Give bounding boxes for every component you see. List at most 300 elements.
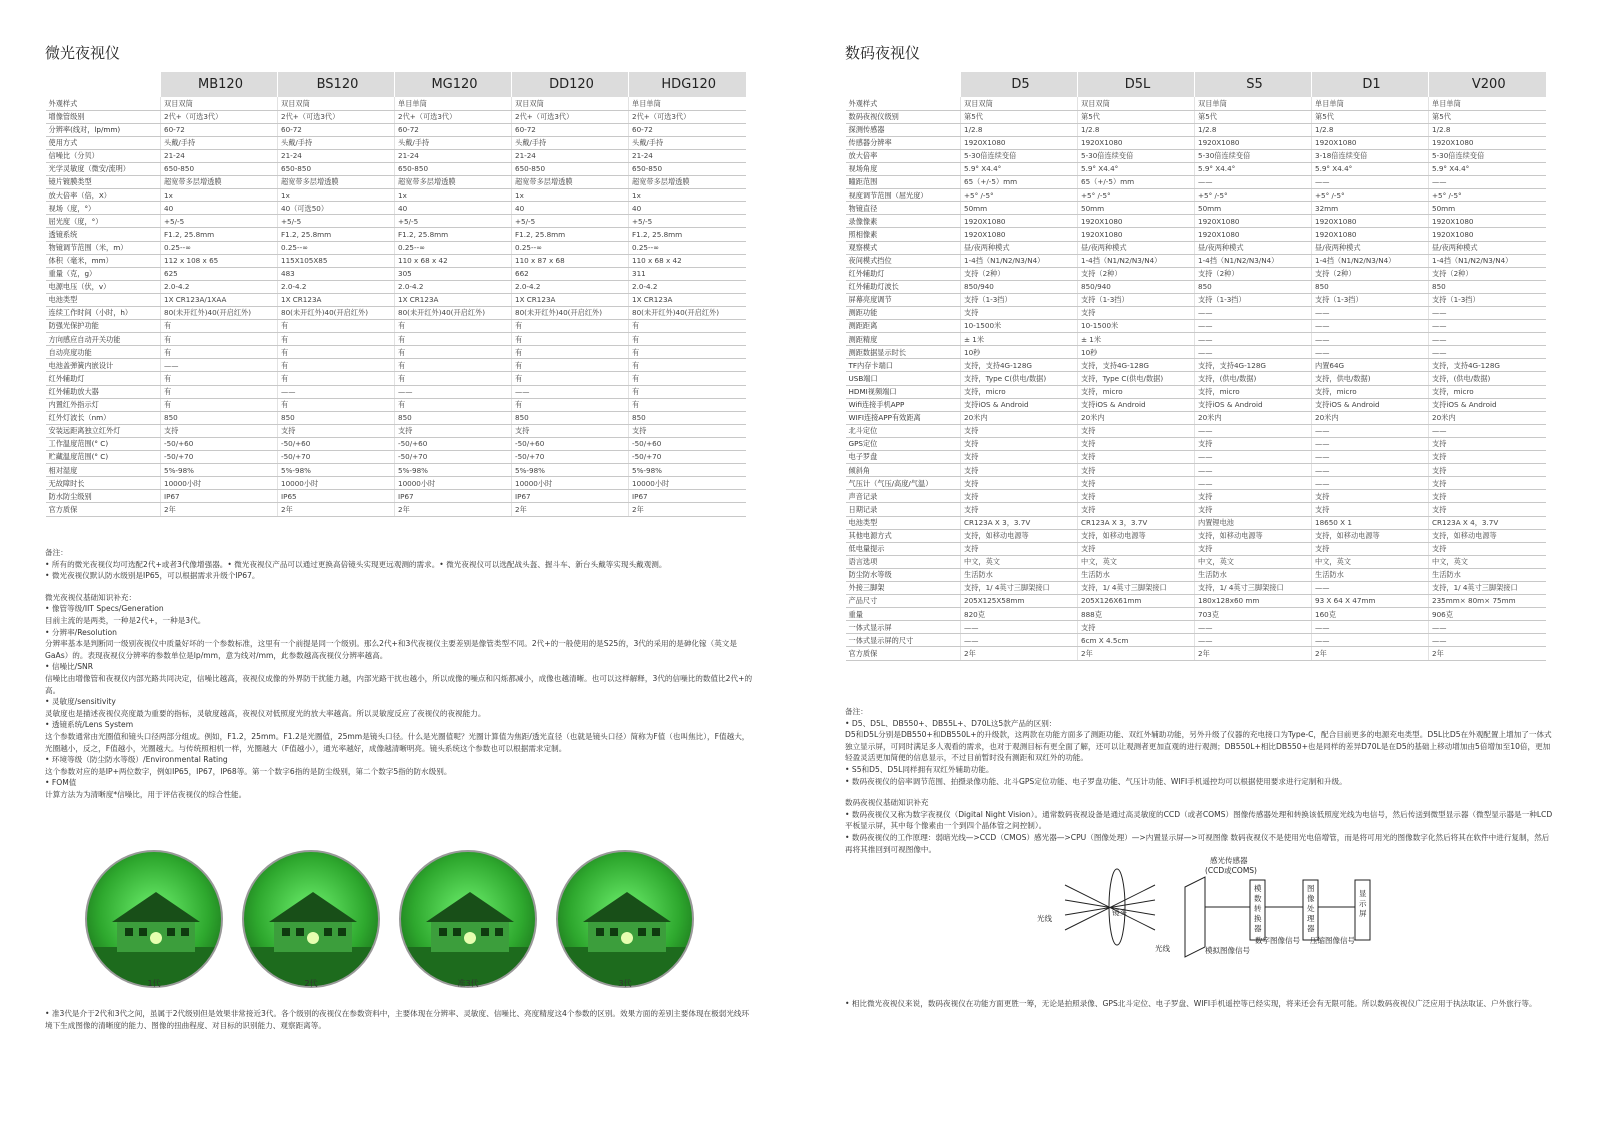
cell-value: 双目双筒 [1078, 97, 1195, 110]
cell-value: 支持（2种） [961, 267, 1078, 280]
table-row [46, 385, 746, 398]
cell-value: IP67 [161, 490, 278, 503]
left-page [45, 0, 755, 1131]
table-row [46, 215, 746, 228]
table-row [846, 424, 1546, 437]
cell-value: 20米内 [1429, 411, 1546, 424]
cell-value: —— [1312, 464, 1429, 477]
model-header: BS120 [278, 72, 395, 97]
note-line [45, 582, 755, 592]
cell-value: 1920X1080 [1195, 136, 1312, 149]
cell-value: +5/-5 [512, 215, 629, 228]
cell-value: F1.2, 25.8mm [629, 228, 746, 241]
digital-notes [845, 706, 1555, 855]
cell-value: 双目双筒 [961, 97, 1078, 110]
table-row [846, 136, 1546, 149]
table-row [46, 359, 746, 372]
cell-value: 205X126X61mm [1078, 595, 1195, 608]
cell-value: 10000小时 [629, 477, 746, 490]
low-light-spec-table [45, 72, 746, 517]
row-label: 其他电源方式 [846, 529, 961, 542]
row-label: Wifi连接手机APP [846, 398, 961, 411]
cell-value: 1x [161, 189, 278, 202]
cell-value: 支持 [1195, 503, 1312, 516]
row-label: 电池类型 [46, 293, 161, 306]
cell-value: 单目单筒 [629, 97, 746, 110]
cell-value: 1920X1080 [1078, 215, 1195, 228]
cell-value: 21-24 [512, 149, 629, 162]
cell-value: 1/2.8 [1078, 123, 1195, 136]
cell-value: 0.25--∞ [278, 241, 395, 254]
cell-value: —— [1312, 581, 1429, 594]
row-label: 测距功能 [846, 307, 961, 320]
cell-value: 支持 [1078, 451, 1195, 464]
cell-value: 1X CR123A [395, 293, 512, 306]
row-label: 外观样式 [846, 97, 961, 110]
cell-value: 生活防水 [1078, 568, 1195, 581]
cell-value: 1-4挡（N1/N2/N3/N4） [1312, 254, 1429, 267]
cell-value: 21-24 [395, 149, 512, 162]
cell-value: 850 [1312, 280, 1429, 293]
cell-value: -50/+60 [512, 437, 629, 450]
table-row [846, 608, 1546, 621]
cell-value: —— [961, 621, 1078, 634]
row-label: 红外辅助放大器 [46, 385, 161, 398]
row-label: 产品尺寸 [846, 595, 961, 608]
row-label: 日期记录 [846, 503, 961, 516]
cell-value: 支持，1/ 4英寸三脚架接口 [1078, 581, 1195, 594]
note-line: • FOM值 [45, 778, 77, 788]
cell-value: 5%-98% [629, 464, 746, 477]
cell-value: 850 [278, 411, 395, 424]
lens-label: 镜头 [1112, 908, 1127, 917]
note-line: • D5、D5L、DB550+、DB55L+、D70L这5款产品的区别： [845, 718, 1057, 728]
cell-value: 65（+/-5）mm [961, 176, 1078, 189]
cell-value: 有 [512, 346, 629, 359]
table-row [46, 398, 746, 411]
model-header: D5 [961, 72, 1078, 97]
table-row [46, 254, 746, 267]
cell-value: 有 [629, 359, 746, 372]
cell-value: —— [1312, 424, 1429, 437]
cell-value: 1920X1080 [1078, 228, 1195, 241]
table-row [846, 647, 1546, 660]
note-line: • 透镜系统/Lens System [45, 720, 134, 730]
cell-value: 2.0-4.2 [278, 280, 395, 293]
row-label: 低电量提示 [846, 542, 961, 555]
row-label: 测距距离 [846, 320, 961, 333]
cell-value: 1920X1080 [1429, 136, 1546, 149]
cell-value: +5/-5 [278, 215, 395, 228]
cell-value: 有 [512, 359, 629, 372]
cell-value: +5/-5 [161, 215, 278, 228]
cell-value: 1920X1080 [1429, 215, 1546, 228]
cell-value: 110 x 68 x 42 [629, 254, 746, 267]
row-label: 工作温度范围(° C) [46, 437, 161, 450]
cell-value: 支持，1/ 4英寸三脚架接口 [961, 581, 1078, 594]
cell-value: CR123A X 3，3.7V [1078, 516, 1195, 529]
model-header: S5 [1195, 72, 1312, 97]
cell-value: 205X125X58mm [961, 595, 1078, 608]
cell-value: 2年 [961, 647, 1078, 660]
cell-value: 有 [395, 320, 512, 333]
table-row [846, 503, 1546, 516]
cell-value: —— [1429, 621, 1546, 634]
cell-value: 1920X1080 [1312, 228, 1429, 241]
cell-value: 5.9° X4.4° [961, 162, 1078, 175]
row-label: 贮藏温度范围(° C) [46, 451, 161, 464]
cell-value: 50mm [1078, 202, 1195, 215]
cell-value: 80(未开红外)40(开启红外) [161, 307, 278, 320]
table-row [846, 228, 1546, 241]
cell-value: -50/+60 [278, 437, 395, 450]
note-line: 信噪比由增像管和夜视仪内部光路共同决定，信噪比越高，夜视仪成像的外界防干扰能力越，内部光路干扰也越小，所以成像的噪点和闪烁都减小，成像也越清晰。也可以这样解释，3代的信噪比的数值比2代+的高。 [45, 673, 753, 695]
cell-value: 5-30倍连续变倍 [1078, 149, 1195, 162]
cell-value: —— [1429, 176, 1546, 189]
table-row [846, 333, 1546, 346]
figure-caption: 1代 [147, 979, 161, 988]
cell-value: —— [1312, 333, 1429, 346]
cell-value: —— [1429, 333, 1546, 346]
cell-value: 50mm [1429, 202, 1546, 215]
row-label: 瞳距范围 [846, 176, 961, 189]
cell-value: 650-850 [161, 162, 278, 175]
cell-value: CR123A X 4，3.7V [1429, 516, 1546, 529]
cell-value: 支持，Type C(供电/数据) [1078, 372, 1195, 385]
cell-value: 1920X1080 [1429, 228, 1546, 241]
cell-value: 1-4挡（N1/N2/N3/N4） [961, 254, 1078, 267]
row-label: 一体式显示屏 [846, 621, 961, 634]
cell-value: 40 [629, 202, 746, 215]
header-blank [846, 72, 961, 97]
cell-value: 1x [278, 189, 395, 202]
cell-value: —— [1195, 320, 1312, 333]
row-label: 观察模式 [846, 241, 961, 254]
cell-value: 头戴/手持 [161, 136, 278, 149]
cell-value: —— [1429, 634, 1546, 647]
row-label: 放大倍率 [846, 149, 961, 162]
cell-value: 有 [395, 333, 512, 346]
cell-value: 生活防水 [1195, 568, 1312, 581]
cell-value: 支持 [1429, 503, 1546, 516]
row-label: 照相像素 [846, 228, 961, 241]
cell-value: 支持 [961, 424, 1078, 437]
cell-value: ± 1米 [1078, 333, 1195, 346]
cell-value: 20米内 [1195, 411, 1312, 424]
row-label: 信噪比（分贝） [46, 149, 161, 162]
cell-value: +5° /-5° [1429, 189, 1546, 202]
low-light-notes [45, 547, 755, 800]
cell-value: 支持，供电/数据) [1312, 372, 1429, 385]
table-row [846, 372, 1546, 385]
cell-value: 5-30倍连续变倍 [1195, 149, 1312, 162]
table-row [846, 123, 1546, 136]
row-label: USB端口 [846, 372, 961, 385]
cell-value: 支持，支持4G-128G [1078, 359, 1195, 372]
cell-value: 18650 X 1 [1312, 516, 1429, 529]
cell-value: 1920X1080 [961, 136, 1078, 149]
cell-value: 超宽带多层增透膜 [161, 176, 278, 189]
cell-value: 60-72 [278, 123, 395, 136]
row-label: 红外灯波长（nm） [46, 411, 161, 424]
cell-value: 有 [161, 320, 278, 333]
cell-value: +5° /-5° [961, 189, 1078, 202]
cell-value: 40 [512, 202, 629, 215]
cell-value: 21-24 [278, 149, 395, 162]
table-row [846, 97, 1546, 110]
cell-value: —— [1195, 307, 1312, 320]
row-label: WIFI连接APP有效距离 [846, 411, 961, 424]
cell-value: 支持 [629, 424, 746, 437]
row-label: 屏幕亮度调节 [846, 293, 961, 306]
cell-value: 850 [395, 411, 512, 424]
cell-value: 有 [278, 320, 395, 333]
row-label: 官方质保 [846, 647, 961, 660]
note-line: 灵敏度也是描述夜视仪亮度最为重要的指标，灵敏度越高，夜视仪对低照度光的放大率越高。所以灵敏度反应了夜视仪的夜视能力。 [45, 708, 486, 718]
cell-value: 235mm× 80m× 75mm [1429, 595, 1546, 608]
table-row [46, 267, 746, 280]
cell-value: -50/+70 [161, 451, 278, 464]
table-row [46, 372, 746, 385]
cell-value: 10000小时 [512, 477, 629, 490]
cell-value: —— [1312, 477, 1429, 490]
cell-value: 支持，1/ 4英寸三脚架接口 [1429, 581, 1546, 594]
cell-value: 有 [278, 359, 395, 372]
cell-value: 支持 [1078, 307, 1195, 320]
cell-value: -50/+70 [278, 451, 395, 464]
cell-value: 40 [161, 202, 278, 215]
cell-value: 10-1500米 [961, 320, 1078, 333]
cell-value: 超宽带多层增透膜 [629, 176, 746, 189]
row-label: 传感器分辨率 [846, 136, 961, 149]
cell-value: 单目单筒 [395, 97, 512, 110]
cell-value: 80(未开红外)40(开启红外) [629, 307, 746, 320]
cell-value: 850/940 [1078, 280, 1195, 293]
row-label: TF内存卡端口 [846, 359, 961, 372]
cell-value: 支持 [1078, 477, 1195, 490]
note-line: 这个参数对应的是IP+两位数字，例如IP65，IP67，IP68等。第一个数字6指的是防尘级别，第二个数字5指的防水级别。 [45, 766, 452, 776]
model-header: V200 [1429, 72, 1546, 97]
cell-value: +5/-5 [395, 215, 512, 228]
cell-value: 支持 [961, 437, 1078, 450]
cell-value: 支持，(供电/数据) [1195, 372, 1312, 385]
cell-value: —— [512, 385, 629, 398]
cell-value: 10000小时 [161, 477, 278, 490]
cell-value: 双目双筒 [161, 97, 278, 110]
cell-value: 支持，支持4G-128G [961, 359, 1078, 372]
model-header: D5L [1078, 72, 1195, 97]
cell-value: 第5代 [1078, 110, 1195, 123]
table-row [46, 451, 746, 464]
row-label: 视度调节范围（屈光度） [846, 189, 961, 202]
cell-value: —— [1195, 477, 1312, 490]
table-row [846, 267, 1546, 280]
cell-value: 20米内 [1312, 411, 1429, 424]
cell-value: 1X CR123A [629, 293, 746, 306]
cell-value: 支持，(供电/数据) [1429, 372, 1546, 385]
cell-value: 超宽带多层增透膜 [512, 176, 629, 189]
cell-value: 650-850 [512, 162, 629, 175]
box-adc-label: 模数转换器 [1254, 884, 1262, 933]
cell-value: 昼/夜两种模式 [1195, 241, 1312, 254]
cell-value: 5%-98% [512, 464, 629, 477]
cell-value: -50/+70 [629, 451, 746, 464]
cell-value: 21-24 [161, 149, 278, 162]
cell-value: 生活防水 [1429, 568, 1546, 581]
cell-value: 有 [512, 372, 629, 385]
cell-value: 115X105X85 [278, 254, 395, 267]
row-label: 气压计（气压/高度/气温） [846, 477, 961, 490]
cell-value: —— [1312, 437, 1429, 450]
row-label: 重量 [846, 608, 961, 621]
table-row [46, 123, 746, 136]
cell-value: 有 [512, 333, 629, 346]
cell-value: 支持（1-3挡） [1429, 293, 1546, 306]
cell-value: —— [1195, 176, 1312, 189]
cell-value: 5.9° X4.4° [1078, 162, 1195, 175]
night-vision-image [85, 850, 223, 988]
cell-value: 80(未开红外)40(开启红外) [395, 307, 512, 320]
cell-value: 1920X1080 [961, 228, 1078, 241]
figure-caption: 准3代 [457, 979, 479, 988]
cell-value: 311 [629, 267, 746, 280]
table-row [46, 149, 746, 162]
cell-value: —— [1429, 346, 1546, 359]
table-row [846, 451, 1546, 464]
table-row [846, 542, 1546, 555]
note-line: • 微光夜视仪默认防水级别是IP65，可以根据需求升级个IP67。 [45, 571, 260, 581]
table-row [46, 293, 746, 306]
table-row [846, 189, 1546, 202]
cell-value: 支持，micro [1078, 385, 1195, 398]
cell-value: 3-18倍连续变倍 [1312, 149, 1429, 162]
row-label: 数码夜视仪级别 [846, 110, 961, 123]
row-label: 相对湿度 [46, 464, 161, 477]
note-line: • 分辨率/Resolution [45, 627, 117, 637]
sensor-sub-label: (CCD或COMS) [1205, 866, 1257, 875]
cell-value: 有 [629, 385, 746, 398]
cell-value: 单目单筒 [1429, 97, 1546, 110]
cell-value: 1920X1080 [1312, 215, 1429, 228]
row-label: 红外辅助灯 [846, 267, 961, 280]
cell-value: 1-4挡（N1/N2/N3/N4） [1429, 254, 1546, 267]
cell-value: 1X CR123A [512, 293, 629, 306]
cell-value: 有 [629, 346, 746, 359]
cell-value: 支持（2种） [1429, 267, 1546, 280]
cell-value: 支持（2种） [1195, 267, 1312, 280]
cell-value: -50/+70 [395, 451, 512, 464]
cell-value: 850 [161, 411, 278, 424]
cell-value: 支持iOS & Android [1195, 398, 1312, 411]
cell-value: IP67 [629, 490, 746, 503]
table-row [46, 280, 746, 293]
cell-value: 支持 [1312, 503, 1429, 516]
cell-value: —— [1195, 464, 1312, 477]
cell-value: 支持（1-3挡） [1195, 293, 1312, 306]
cell-value: 支持 [961, 542, 1078, 555]
cell-value: 支持，micro [1312, 385, 1429, 398]
figure-gen-quasi3 [399, 850, 537, 988]
note-line [845, 787, 1555, 797]
cell-value: 1x [629, 189, 746, 202]
cell-value: 650-850 [278, 162, 395, 175]
cell-value: 有 [161, 385, 278, 398]
row-label: 测距精度 [846, 333, 961, 346]
cell-value: 0.25--∞ [395, 241, 512, 254]
cell-value: 40（可选50） [278, 202, 395, 215]
row-label: 视场（度，°） [46, 202, 161, 215]
cell-value: 850 [512, 411, 629, 424]
row-label: 增像管级别 [46, 110, 161, 123]
cell-value: 中文，英文 [1195, 555, 1312, 568]
cell-value: 支持，1/ 4英寸三脚架接口 [1195, 581, 1312, 594]
row-label: 放大倍率（倍，X） [46, 189, 161, 202]
cell-value: 超宽带多层增透膜 [278, 176, 395, 189]
cell-value: 有 [395, 372, 512, 385]
cell-value: 支持 [1078, 621, 1195, 634]
cell-value: 2年 [1312, 647, 1429, 660]
cell-value: IP67 [395, 490, 512, 503]
cell-value: 有 [278, 333, 395, 346]
cell-value: 20米内 [1078, 411, 1195, 424]
header-blank [46, 72, 161, 97]
cell-value: 有 [629, 320, 746, 333]
cell-value: 1-4挡（N1/N2/N3/N4） [1078, 254, 1195, 267]
cell-value: 中文，英文 [1078, 555, 1195, 568]
cell-value: 支持iOS & Android [1078, 398, 1195, 411]
cell-value: 703克 [1195, 608, 1312, 621]
cell-value: 1X CR123A/1XAA [161, 293, 278, 306]
cell-value: 头戴/手持 [629, 136, 746, 149]
row-label: 声音记录 [846, 490, 961, 503]
cell-value: 支持 [512, 424, 629, 437]
cell-value: 1920X1080 [1312, 136, 1429, 149]
cell-value: 支持iOS & Android [1312, 398, 1429, 411]
table-row [846, 529, 1546, 542]
row-label: 外接三脚架 [846, 581, 961, 594]
table-row [46, 228, 746, 241]
cell-value: 2年 [512, 503, 629, 516]
cell-value: 双目单筒 [1195, 97, 1312, 110]
table-row [46, 136, 746, 149]
cell-value: 头戴/手持 [395, 136, 512, 149]
cell-value: —— [1195, 451, 1312, 464]
row-label: 防水防尘级别 [46, 490, 161, 503]
cell-value: 支持，如移动电源等 [1312, 529, 1429, 542]
row-label: 电源电压（伏，v） [46, 280, 161, 293]
cell-value: 1/2.8 [1312, 123, 1429, 136]
row-label: 屈光度（度，°） [46, 215, 161, 228]
digital-nv-diagram [955, 855, 1415, 970]
cell-value: 有 [629, 372, 746, 385]
cell-value: 支持 [395, 424, 512, 437]
cell-value: 有 [278, 372, 395, 385]
note-line: • 像管等级/IIT Specs/Generation [45, 604, 164, 614]
cell-value: 0.25--∞ [161, 241, 278, 254]
box-processor-label: 图像处理器 [1307, 884, 1315, 933]
figure-note [45, 1008, 755, 1031]
row-label: 重量（克，g） [46, 267, 161, 280]
cell-value: 850/940 [961, 280, 1078, 293]
row-label: 电子罗盘 [846, 451, 961, 464]
table-row [46, 97, 746, 110]
row-label: 倾斜角 [846, 464, 961, 477]
cell-value: 支持，Type C(供电/数据) [961, 372, 1078, 385]
cell-value: 有 [395, 398, 512, 411]
cell-value: 2代+（可选3代） [512, 110, 629, 123]
cell-value: 906克 [1429, 608, 1546, 621]
model-header: D1 [1312, 72, 1429, 97]
